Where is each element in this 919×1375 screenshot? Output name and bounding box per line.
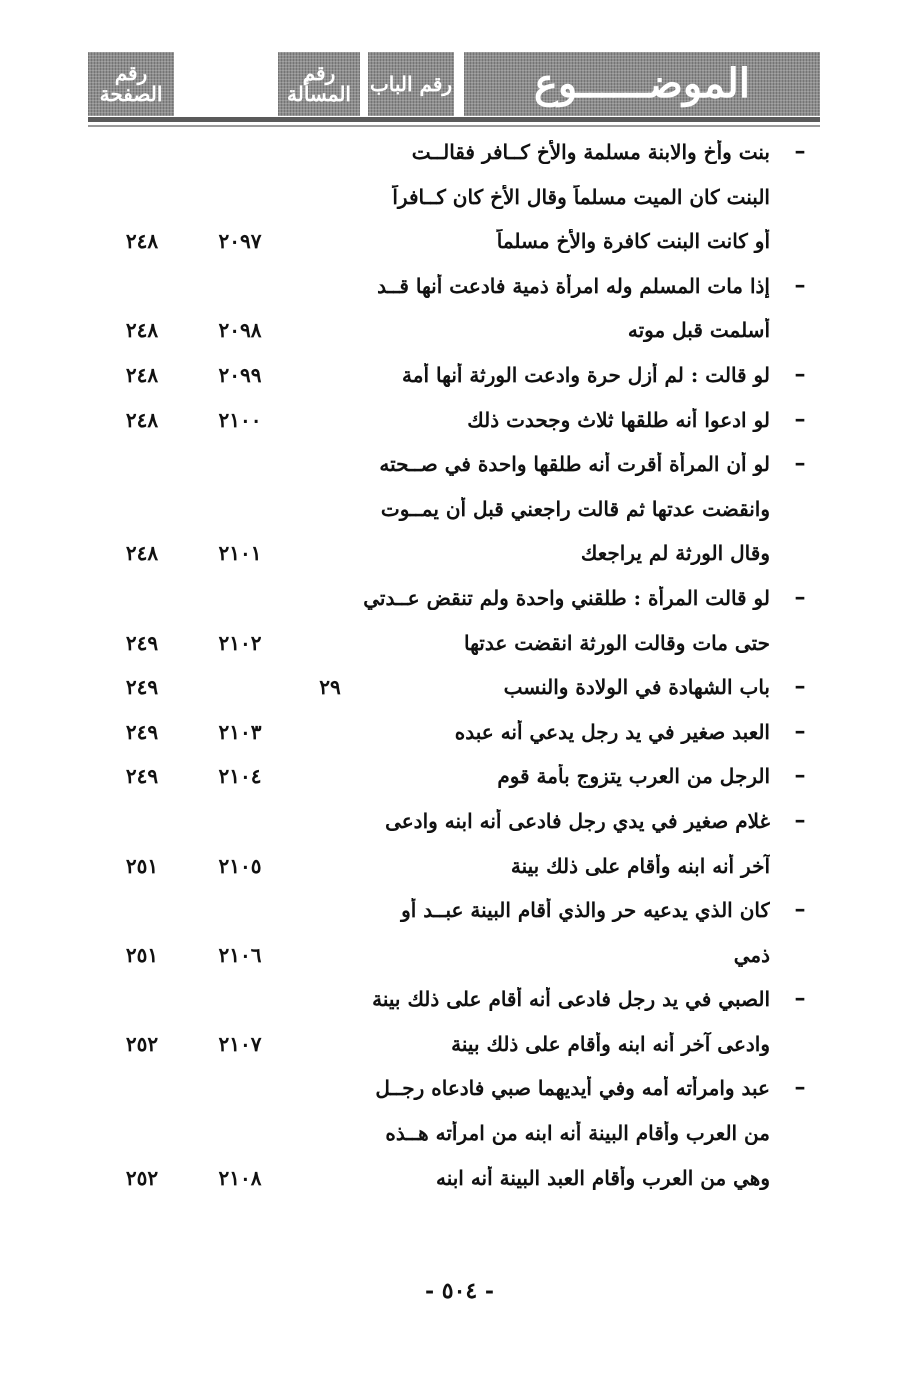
entry-text: الرجل من العرب يتزوج بأمة قوم (497, 764, 770, 789)
entry-dash: – (794, 717, 806, 744)
entry-dash: – (794, 673, 806, 700)
entry-page-number: ٢٤٩ (125, 630, 159, 655)
entry-text: عبد وامرأته أمه وفي أيديهما صبي فادعاه رجــل (375, 1076, 770, 1101)
index-line (0, 446, 919, 491)
entry-text: أو كانت البنت كافرة والأخ مسلماً (496, 229, 770, 254)
index-line (0, 134, 919, 179)
index-line (0, 1026, 919, 1071)
header-question-number: رقم المسألة (278, 52, 360, 116)
entry-question-number: ٢٠٩٧ (218, 229, 262, 254)
entry-text: باب الشهادة في الولادة والنسب (503, 675, 770, 700)
index-line (0, 491, 919, 536)
entry-question-number: ٢٠٩٨ (218, 318, 262, 343)
entry-page-number: ٢٤٩ (125, 719, 159, 744)
entry-page-number: ٢٥١ (125, 942, 159, 967)
index-line (0, 758, 919, 803)
index-line (0, 1115, 919, 1160)
entry-text: إذا مات المسلم وله امرأة ذمية فادعت أنها قــد (377, 273, 770, 298)
entry-dash: – (794, 762, 806, 789)
entry-text: لو قالت المرأة : طلقني واحدة ولم تنقض عــدتي (363, 585, 770, 610)
index-line (0, 981, 919, 1026)
entry-dash: – (794, 138, 806, 164)
header-rule-thin (88, 125, 820, 127)
index-line (0, 669, 919, 714)
index-line (0, 179, 919, 224)
entry-text: وهي من العرب وأقام العبد البينة أنه ابنه (435, 1165, 770, 1190)
entry-question-number: ٢١٠٣ (218, 719, 262, 744)
table-header (88, 52, 820, 116)
entry-dash: – (794, 583, 806, 610)
index-line (0, 402, 919, 447)
entry-chapter-number: ٢٩ (319, 675, 341, 700)
index-line (0, 803, 919, 848)
entry-page-number: ٢٥٢ (125, 1165, 159, 1190)
entry-page-number: ٢٤٨ (125, 407, 159, 432)
entry-text: لو أن المرأة أقرت أنه طلقها واحدة في صــحته (379, 452, 770, 477)
entry-text: أسلمت قبل موته (627, 318, 770, 343)
entry-question-number: ٢١٠١ (218, 541, 262, 566)
header-subject: الموضــــــوع (464, 52, 820, 116)
entry-page-number: ٢٤٨ (125, 318, 159, 343)
entry-question-number: ٢١٠٢ (218, 630, 262, 655)
index-line (0, 892, 919, 937)
entry-question-number: ٢١٠٨ (218, 1165, 262, 1190)
entry-page-number: ٢٤٨ (125, 541, 159, 566)
entry-text: لو ادعوا أنه طلقها ثلاث وجحدت ذلك (467, 407, 770, 432)
entry-text: آخر أنه ابنه وأقام على ذلك بينة (510, 853, 770, 878)
entry-dash: – (794, 405, 806, 432)
header-chapter-number: رقم الباب (368, 52, 454, 116)
index-line (0, 223, 919, 268)
entry-dash: – (794, 450, 806, 477)
index-line (0, 937, 919, 982)
entry-question-number: ٢١٠٤ (218, 764, 262, 789)
header-page-number: رقم الصفحة (88, 52, 174, 116)
entry-text: ذمي (733, 942, 770, 967)
entry-page-number: ٢٤٩ (125, 764, 159, 789)
entry-question-number: ٢١٠٠ (218, 407, 262, 432)
index-line (0, 1070, 919, 1115)
entry-text: وادعى آخر أنه ابنه وأقام على ذلك بينة (451, 1031, 770, 1056)
index-line (0, 714, 919, 759)
index-line (0, 848, 919, 893)
index-line (0, 580, 919, 625)
entry-question-number: ٢١٠٦ (218, 942, 262, 967)
entry-dash: – (794, 896, 806, 923)
entry-page-number: ٢٥١ (125, 853, 159, 878)
entry-page-number: ٢٤٩ (125, 675, 159, 700)
index-line (0, 357, 919, 402)
index-line (0, 1160, 919, 1205)
entry-dash: – (794, 1074, 806, 1101)
index-entries (0, 134, 919, 1204)
entry-text: العبد صغير في يد رجل يدعي أنه عبده (454, 719, 770, 744)
entry-text: لو قالت : لم أزل حرة وادعت الورثة أنها أمة (402, 362, 770, 387)
entry-page-number: ٢٤٨ (125, 362, 159, 387)
entry-dash: – (794, 271, 806, 298)
header-rule (88, 117, 820, 122)
index-line (0, 268, 919, 313)
page-number: - ٥٠٤ - (424, 1278, 495, 1304)
entry-text: وانقضت عدتها ثم قالت راجعني قبل أن يمــوت (380, 496, 770, 521)
entry-text: بنت وأخ والابنة مسلمة والأخ كــافر فقالــت (411, 140, 770, 164)
entry-text: حتى مات وقالت الورثة انقضت عدتها (463, 630, 770, 655)
index-line (0, 535, 919, 580)
entry-dash: – (794, 806, 806, 833)
index-line (0, 312, 919, 357)
entry-text: من العرب وأقام البينة أنه ابنه من امرأته هــذه (385, 1121, 770, 1146)
entry-text: وقال الورثة لم يراجعك (580, 541, 770, 566)
entry-text: الصبي في يد رجل فادعى أنه أقام على ذلك بينة (372, 987, 770, 1012)
entry-question-number: ٢١٠٧ (218, 1031, 262, 1056)
entry-dash: – (794, 360, 806, 387)
index-line (0, 625, 919, 670)
entry-text: البنت كان الميت مسلماً وقال الأخ كان كــافراً (392, 184, 770, 209)
entry-question-number: ٢١٠٥ (218, 853, 262, 878)
entry-page-number: ٢٤٨ (125, 229, 159, 254)
entry-text: غلام صغير في يدي رجل فادعى أنه ابنه وادعى (385, 808, 770, 833)
entry-dash: – (794, 985, 806, 1012)
entry-page-number: ٢٥٢ (125, 1031, 159, 1056)
entry-question-number: ٢٠٩٩ (218, 362, 262, 387)
entry-text: كان الذي يدعيه حر والذي أقام البينة عبــد أو (401, 898, 770, 923)
